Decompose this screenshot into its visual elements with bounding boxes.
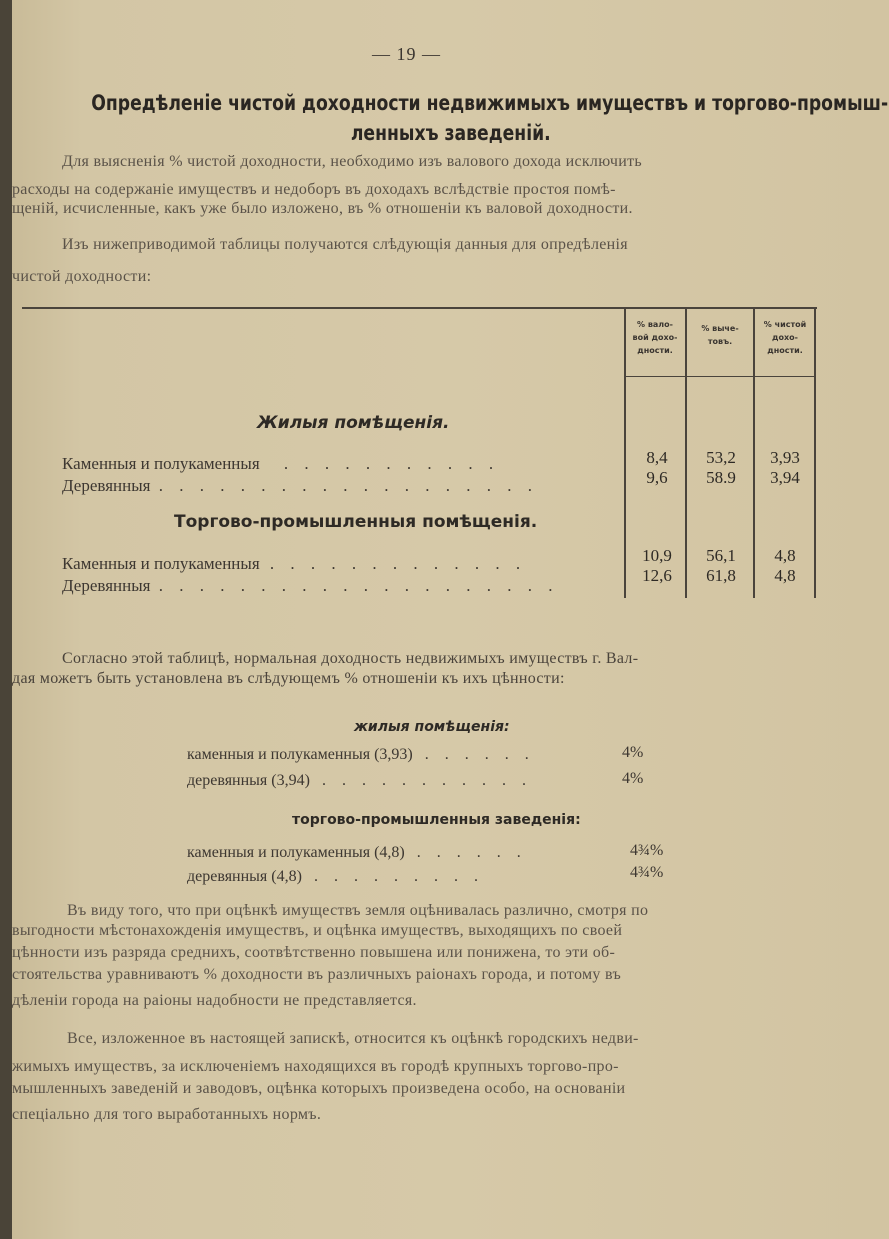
title-line-1: Опредѣленіе чистой доходности недвижимыхъ имуществъ и торгово-промыш-: [91, 91, 889, 115]
table-row-3-label: Каменныя и полукаменныя . . . . . . . . . . . . .: [62, 554, 527, 573]
table-col-line-1: [624, 308, 626, 598]
header-net-yield: % чистой дохо- дности.: [763, 320, 807, 355]
row-4-net: 4,8: [774, 566, 796, 585]
row-2-deductions: 58.9: [706, 468, 736, 487]
table-row-4-label: Деревянныя . . . . . . . . . . . . . . . . . . . .: [62, 576, 559, 595]
para3-line-3: цѣнности изъ разряда среднихъ, соотвѣтственно повышена или понижена, то эти об-: [12, 944, 616, 961]
norm-value-4: 4¾%: [630, 864, 664, 881]
norm-item-4: деревянныя (4,8) . . . . . . . . .: [187, 868, 484, 885]
table-col-line-2: [685, 308, 687, 598]
section-residential: Жилыя помѣщенія.: [257, 413, 450, 433]
intro-line-4: Изъ нижеприводимой таблицы получаются слѣдующія данныя для опредѣленія: [62, 236, 628, 253]
para3-line-5: дѣленіи города на раіоны надобности не представляется.: [12, 992, 417, 1009]
row-3-net: 4,8: [774, 546, 796, 565]
document-page: [12, 0, 889, 1239]
para4-line-3: мышленныхъ заведеній и заводовъ, оцѣнка которыхъ произведена особо, на основаніи: [12, 1080, 626, 1097]
table-header-rule: [624, 376, 816, 377]
table-row-2-label: Деревянныя . . . . . . . . . . . . . . . . . . .: [62, 476, 538, 495]
table-row-1-label: Каменныя и полукаменныя . . . . . . . . . . .: [62, 454, 500, 473]
page-number: — 19 —: [372, 44, 441, 64]
conclusion-line-1: Согласно этой таблицѣ, нормальная доходность недвижимыхъ имуществъ г. Вал-: [62, 650, 639, 667]
intro-line-5: чистой доходности:: [12, 268, 152, 285]
title-line-2: ленныхъ заведеній.: [350, 121, 551, 145]
para3-line-2: выгодности мѣстонахожденія имуществъ, и оцѣнка имуществъ, выходящихъ по своей: [12, 922, 623, 939]
section-commercial: Торгово-промышленныя помѣщенія.: [174, 512, 538, 532]
para4-line-1: Все, изложенное въ настоящей запискѣ, относится къ оцѣнкѣ городскихъ недви-: [67, 1030, 639, 1047]
norms-heading-residential: жилыя помѣщенія:: [354, 719, 510, 735]
table-col-line-4: [814, 308, 816, 598]
row-2-gross: 9,6: [646, 468, 668, 487]
row-3-gross: 10,9: [642, 546, 672, 565]
norm-item-3: каменныя и полукаменныя (4,8) . . . . . .: [187, 844, 527, 861]
norms-heading-commercial: торгово-промышленныя заведенія:: [292, 812, 581, 828]
intro-line-1: Для выясненія % чистой доходности, необходимо изъ валового дохода исключить: [62, 153, 642, 170]
row-1-gross: 8,4: [646, 448, 668, 467]
table-col-line-3: [753, 308, 755, 598]
header-deductions: % выче- товъ.: [701, 324, 739, 346]
intro-line-3: щеній, исчисленные, какъ уже было изложено, въ % отношеніи къ валовой доходности.: [12, 200, 633, 217]
conclusion-line-2: дая можетъ быть установлена въ слѣдующемъ % отношеніи къ ихъ цѣнности:: [12, 670, 565, 687]
para4-line-2: жимыхъ имуществъ, за исключеніемъ находящихся въ городѣ крупныхъ торгово-про-: [12, 1058, 619, 1075]
row-4-deductions: 61,8: [706, 566, 736, 585]
header-gross-yield: % вало- вой дохо- дности.: [632, 320, 678, 355]
para3-line-4: стоятельства уравниваютъ % доходности въ различныхъ раіонахъ города, и потому въ: [12, 966, 622, 983]
para3-line-1: Въ виду того, что при оцѣнкѣ имуществъ земля оцѣнивалась различно, смотря по: [67, 902, 649, 919]
intro-line-2: расходы на содержаніе имуществъ и недоборъ въ доходахъ вслѣдствіе простоя помѣ-: [12, 181, 616, 198]
norm-item-1: каменныя и полукаменныя (3,93) . . . . . .: [187, 746, 535, 763]
norm-value-1: 4%: [622, 744, 644, 761]
table-top-rule: [22, 307, 817, 309]
row-2-net: 3,94: [770, 468, 800, 487]
norm-value-2: 4%: [622, 770, 644, 787]
page-title: [91, 88, 889, 148]
row-1-net: 3,93: [770, 448, 800, 467]
norm-item-2: деревянныя (3,94) . . . . . . . . . . .: [187, 772, 532, 789]
book-spine: [0, 0, 12, 1239]
row-1-deductions: 53,2: [706, 448, 736, 467]
row-3-deductions: 56,1: [706, 546, 736, 565]
para4-line-4: спеціально для того выработанныхъ нормъ.: [12, 1106, 322, 1123]
row-4-gross: 12,6: [642, 566, 672, 585]
norm-value-3: 4¾%: [630, 842, 664, 859]
